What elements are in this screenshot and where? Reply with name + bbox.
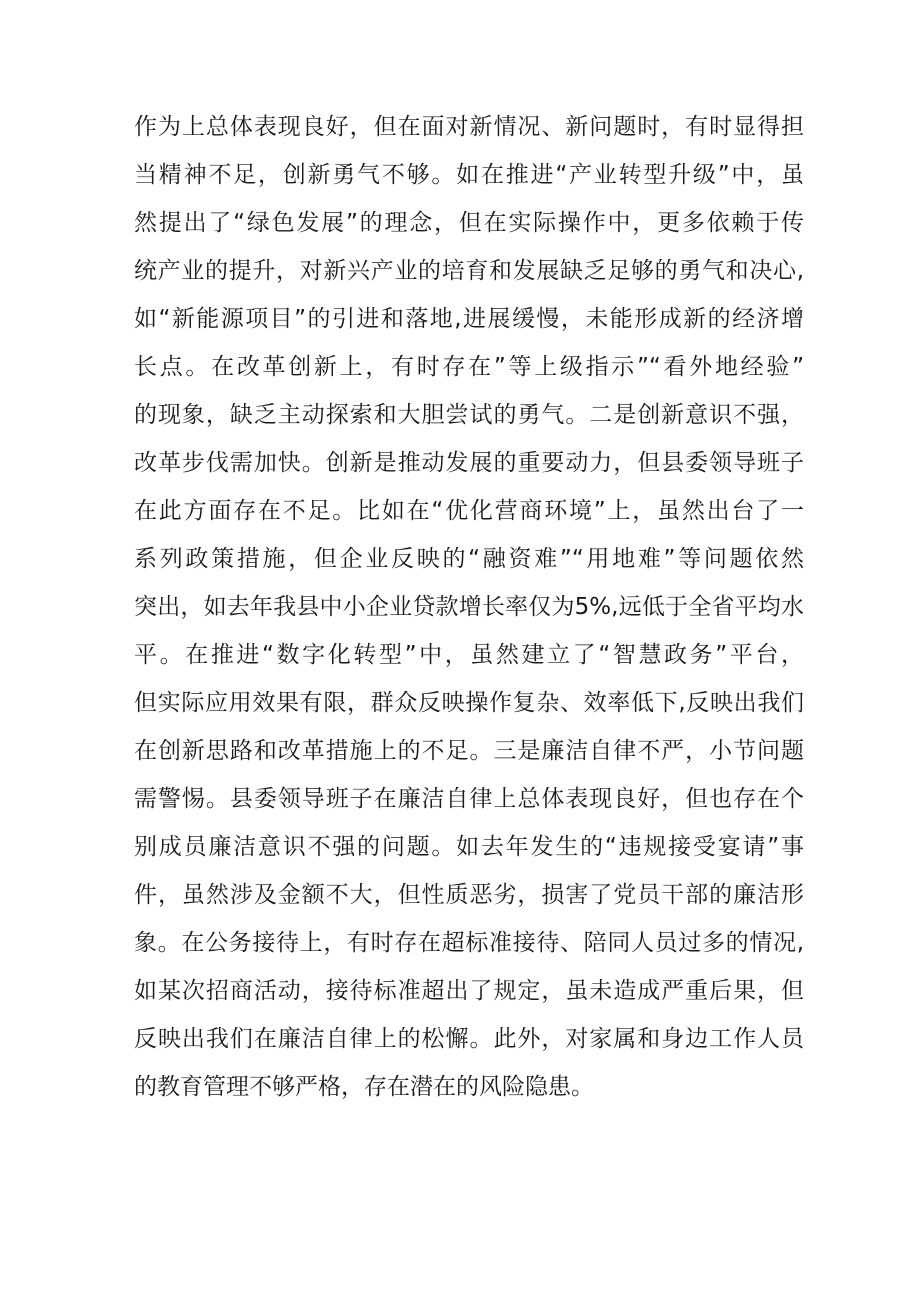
text-line: 当精神不足，创新勇气不够。如在推进“产业转型升级”中，虽	[134, 162, 804, 188]
text-line: 如“新能源项目”的引进和落地,进展缓慢，未能形成新的经济增	[134, 306, 804, 332]
text-line: 件，虽然涉及金额不大，但性质恶劣，损害了党员干部的廉洁形	[134, 882, 804, 908]
text-line: 然提出了“绿色发展”的理念，但在实际操作中，更多依赖于传	[134, 210, 804, 236]
text-line: 作为上总体表现良好，但在面对新情况、新问题时，有时显得担	[134, 114, 804, 140]
text-line: 长点。在改革创新上，有时存在”等上级指示”“看外地经验”	[134, 354, 804, 380]
text-line: 但实际应用效果有限，群众反映操作复杂、效率低下,反映出我们	[134, 690, 804, 716]
text-line: 系列政策措施，但企业反映的“融资难”“用地难”等问题依然	[134, 546, 804, 572]
text-line: 需警惕。县委领导班子在廉洁自律上总体表现良好，但也存在个	[134, 786, 804, 812]
body-paragraph	[134, 103, 804, 1111]
text-line: 如某次招商活动，接待标准超出了规定，虽未造成严重后果，但	[134, 978, 804, 1004]
text-line: 平。在推进“数字化转型”中，虽然建立了“智慧政务”平台，	[134, 642, 804, 668]
text-line: 反映出我们在廉洁自律上的松懈。此外，对家属和身边工作人员	[134, 1026, 804, 1052]
text-line: 的现象，缺乏主动探索和大胆尝试的勇气。二是创新意识不强，	[134, 402, 804, 428]
text-line: 突出，如去年我县中小企业贷款增长率仅为5%,远低于全省平均水	[134, 594, 804, 620]
text-line: 在此方面存在不足。比如在“优化营商环境”上，虽然出台了一	[134, 498, 804, 524]
text-line: 统产业的提升，对新兴产业的培育和发展缺乏足够的勇气和决心,	[134, 258, 804, 284]
text-line-last: 的教育管理不够严格，存在潜在的风险隐患。	[134, 1074, 594, 1100]
text-line: 改革步伐需加快。创新是推动发展的重要动力，但县委领导班子	[134, 450, 804, 476]
text-line: 在创新思路和改革措施上的不足。三是廉洁自律不严，小节问题	[134, 738, 804, 764]
text-line: 象。在公务接待上，有时存在超标准接待、陪同人员过多的情况,	[134, 930, 804, 956]
text-line: 别成员廉洁意识不强的问题。如去年发生的“违规接受宴请”事	[134, 834, 804, 860]
